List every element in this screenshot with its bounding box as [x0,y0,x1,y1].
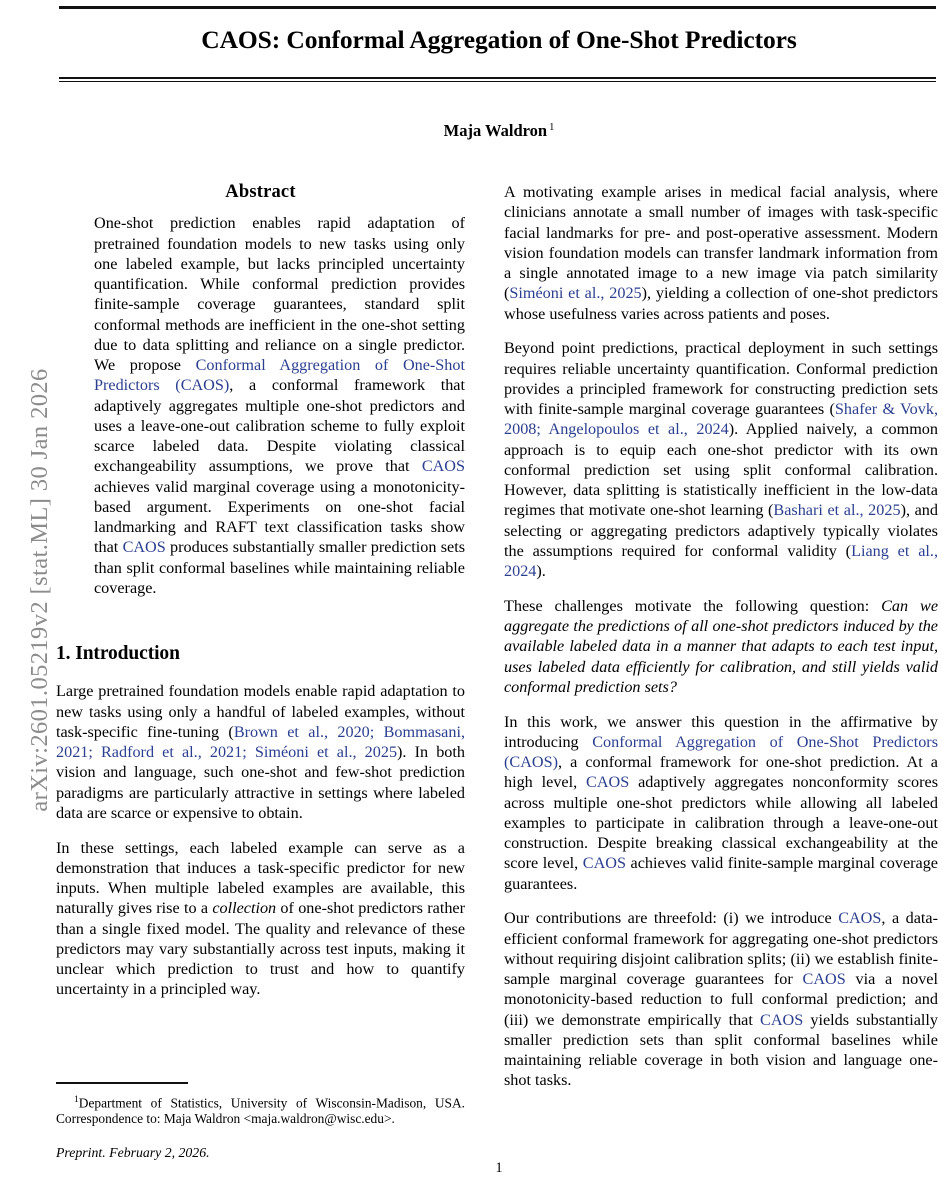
page-title: CAOS: Conformal Aggregation of One-Shot Predictors [201,25,797,54]
spacer-intro-paragraphs [56,823,465,838]
right-column [504,182,938,1091]
right-p2-citation-3[interactable]: Liang et al., 2024 [504,541,938,580]
right-paragraph-4 [504,712,938,894]
right-p4-link-caos-full[interactable]: Conformal Aggregation of One-Shot Predictors (CAOS) [504,732,938,771]
right-p2-citation-2[interactable]: Bashari et al., 2025 [773,501,901,520]
right-p5-text-c: via a novel monotonicity-based reduction to full conformal prediction; and (iii) we demonstrate empirically that [504,970,938,1029]
right-p5-link-caos-3[interactable]: CAOS [760,1010,804,1029]
right-p3-text-a: These challenges motivate the following question: [504,596,882,615]
intro-p1-text-a: Large pretrained foundation models enable rapid adaptation to new tasks using only a handful of labeled examples, without task-specific fine-tuning ( [56,682,465,741]
author-name: Maja Waldron [443,121,548,140]
page-number: 1 [495,1160,503,1176]
spacer-heading-paragraph [56,664,465,681]
abstract-text-d: produces substantially smaller prediction sets than split conformal baselines while maintaining reliable coverage. [94,538,465,597]
right-p5-link-caos-1[interactable]: CAOS [838,909,882,928]
right-p2-text-b: ). Applied naively, a common approach is to equip each one-shot predictor with its own conformal prediction set using split conformal calibration. However, data splitting is statistically inefficient in the low-data regimes that motivate one-shot learning ( [504,420,938,520]
paper-page [56,0,942,1200]
right-p4-text-c: adaptively aggregates nonconformity scores across multiple one-shot predictors while allowing all labeled examples to participate in calibration through a leave-one-out construction. Despite breaking classical exchangeability at the score level, [504,773,938,873]
right-p2-citation-1[interactable]: Shafer & Vovk, 2008; Angelopoulos et al., 2024 [504,400,938,439]
spacer-right-1 [504,324,938,339]
right-p2-text-c: ), and selecting or aggregating predictors adaptively typically violates the assumptions required for conformal validity ( [504,501,938,560]
intro-paragraph-1 [56,681,465,823]
spacer-abstract-section [56,598,465,644]
right-p5-text-b: , a data-efficient conformal framework for aggregating one-shot predictors without requiring disjoint calibration splits; (ii) we establish finite-sample marginal coverage guarantees for [504,909,938,988]
right-paragraph-2 [504,338,938,581]
abstract-link-caos-1[interactable]: CAOS [421,457,465,476]
abstract-paragraph [94,213,465,598]
right-p3-research-question: Can we aggregate the predictions of all one-shot predictors induced by the available labeled data in a manner that adapts to each test input, uses labeled data efficiently for calibration, and still yields valid conformal prediction sets? [504,596,938,696]
right-p4-text-d: achieves valid finite-sample marginal coverage guarantees. [504,854,938,893]
spacer-right-4 [504,894,938,909]
author-footnote-mark: 1 [549,121,555,133]
preprint-notice: Preprint. February 2, 2026. [56,1144,210,1160]
abstract-heading: Abstract [225,182,296,202]
abstract-text-a: One-shot prediction enables rapid adaptation of pretrained foundation models to new tasks using only one labeled example, but lacks principled uncertainty quantification. While conformal prediction provides finite-sample coverage guarantees, standard split conformal methods are inefficient in the one-shot setting due to data splitting and reliance on a single predictor. We propose [94,214,465,374]
footnote-area [56,1082,465,1161]
right-p2-text-a: Beyond point predictions, practical deployment in such settings requires reliable uncertainty quantification. Conformal prediction provides a principled framework for constructing prediction sets with finite-sample marginal coverage guarantees ( [504,339,938,418]
top-rule [59,6,936,9]
intro-p1-text-b: ). In both vision and language, such one-shot and few-shot prediction paradigms are particularly attractive in settings where labeled data are scarce or expensive to obtain. [56,743,465,822]
right-paragraph-5 [504,908,938,1090]
right-p4-link-caos-1[interactable]: CAOS [586,773,630,792]
footnote-rule [56,1082,188,1084]
spacer-right-2 [504,581,938,596]
spacer-right-3 [504,697,938,712]
arxiv-stamp-text: arXiv:2601.05219v2 [stat.ML] 30 Jan 2026 [26,368,53,812]
right-p5-text-d: yields substantially smaller prediction sets than split conformal baselines while maintaining reliable coverage in both vision and language one-shot tasks. [504,1010,939,1090]
arxiv-stamp [0,0,56,1200]
section-heading-introduction: 1. Introduction [56,643,180,664]
right-p2-text-d: ). [536,562,546,580]
intro-paragraph-2 [56,838,465,1000]
footnote-affiliation: Department of Statistics, University of Wisconsin-Madison, USA. Correspondence to: Maja Waldron <maja.waldron@wisc.edu>. [56,1094,465,1127]
footnote-text [56,1092,465,1128]
right-p1-text-a: A motivating example arises in medical facial analysis, where clinicians annotate a small number of images with task-specific facial landmarks for pre- and post-operative assessment. Modern vision foundation models can transfer landmark information from a single annotated image to a new image via patch similarity ( [504,183,938,303]
right-paragraph-1 [504,182,938,324]
footnote-mark: 1 [74,1093,79,1105]
intro-p2-emphasis: collection [212,899,277,918]
right-p4-link-caos-2[interactable]: CAOS [582,854,626,873]
right-p1-citation[interactable]: Siméoni et al., 2025 [509,284,642,303]
abstract-link-caos-full[interactable]: Conformal Aggregation of One-Shot Predictors (CAOS) [94,356,465,395]
title-rule-upper [59,77,936,79]
abstract-link-caos-2[interactable]: CAOS [122,538,166,557]
intro-p2-text-a: In these settings, each labeled example can serve as a demonstration that induces a task-specific predictor for new inputs. When multiple labeled examples are available, this naturally gives rise to a [56,838,465,918]
intro-p2-text-b: of one-shot predictors rather than a single fixed model. The quality and relevance of these predictors may vary substantially across test inputs, making it unclear which prediction to trust and how to quantify uncertainty in a principled way. [56,899,466,999]
right-p5-link-caos-2[interactable]: CAOS [802,970,846,988]
author-block [56,121,942,141]
right-p1-text-b: ), yielding a collection of one-shot predictors whose usefulness varies across patients and poses. [504,284,938,323]
abstract-text-b: , a conformal framework that adaptively aggregates multiple one-shot predictors and uses a leave-one-out calibration scheme to fully exploit scarce labeled data. Despite violating classical exchangeability assumptions, we prove that [94,376,465,476]
right-p4-text-b: , a conformal framework for one-shot prediction. At a high level, [504,753,938,792]
left-column [56,182,465,1000]
title-rule-lower [59,81,936,82]
right-p4-text-a: In this work, we answer this question in the affirmative by introducing [504,712,938,751]
right-paragraph-3 [504,596,938,697]
intro-p1-citation[interactable]: Brown et al., 2020; Bommasani, 2021; Radford et al., 2021; Siméoni et al., 2025 [56,722,465,761]
abstract-text-c: achieves valid marginal coverage using a monotonicity-based argument. Experiments on one-shot facial landmarking and RAFT text classification tasks show that [94,477,465,557]
right-p5-text-a: Our contributions are threefold: (i) we introduce [504,909,839,928]
